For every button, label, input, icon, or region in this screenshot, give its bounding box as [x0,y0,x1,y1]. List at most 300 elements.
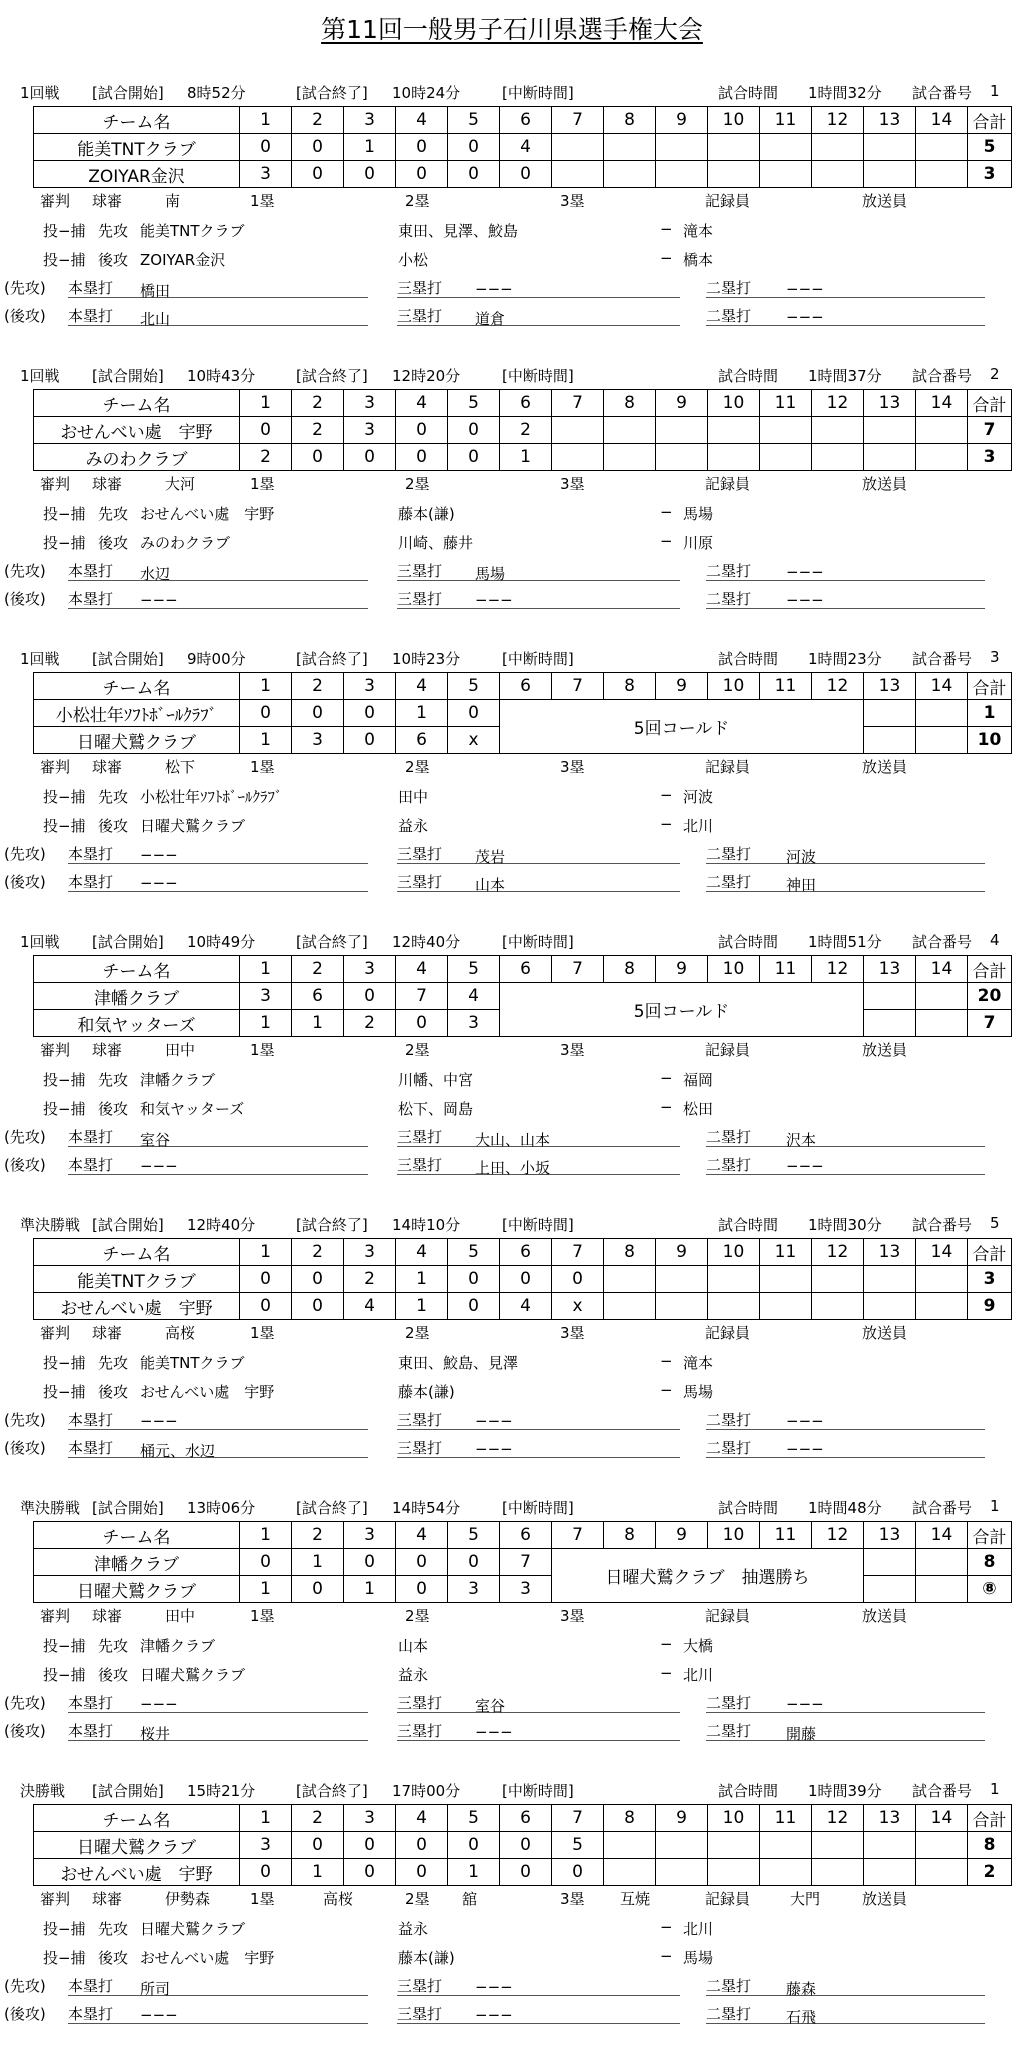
inning-header: 2 [292,107,344,134]
inning-header: 2 [292,673,344,700]
end-label: [試合終了] [296,650,368,668]
inning-score: 0 [240,1549,292,1576]
inning-score [916,1576,968,1603]
inning-score: 0 [448,444,500,471]
battery-side: 先攻 [98,1354,129,1372]
inning-score [656,1832,708,1859]
scoreboard-header-row [34,1239,1012,1266]
first-base-label: 1塁 [250,192,275,210]
inning-score: 0 [448,700,500,727]
battery-dash: − [660,1098,673,1116]
inning-score: 4 [448,983,500,1010]
battery-dash: − [660,1069,673,1087]
inning-score: 0 [344,444,396,471]
inning-score [864,700,916,727]
inning-score [916,417,968,444]
game-header [0,1778,1024,1802]
inning-score [760,1293,812,1320]
triple-label: 三塁打 [397,845,443,863]
round-label: 1回戦 [20,367,60,385]
game-note: 5回コールド [500,700,864,754]
end-label: [試合終了] [296,367,368,385]
interrupt-label: [中断時間] [502,1782,574,1800]
inning-score [708,1859,760,1886]
inning-header: 6 [500,390,552,417]
inning-score [656,444,708,471]
triple-value: 道倉 [475,310,506,328]
second-base-label: 2塁 [405,1607,430,1625]
inning-score [864,1576,916,1603]
total-header: 合計 [968,1805,1012,1832]
battery-team: 日曜犬鷲クラブ [140,817,246,835]
end-time: 17時00分 [392,1782,461,1800]
home-run-value: −−− [140,1157,178,1175]
inning-score: 0 [240,1266,292,1293]
inning-score: 0 [500,1266,552,1293]
inning-score [864,134,916,161]
battery-pitchers: 藤本(謙) [398,1949,455,1967]
inning-score: 0 [448,1266,500,1293]
double-field [706,2001,985,2024]
inning-header: 5 [448,673,500,700]
inning-score [552,444,604,471]
inning-score [864,1010,916,1037]
team-name: 津幡クラブ [34,983,240,1010]
double-label: 二塁打 [706,1411,752,1429]
battery-catcher: 松田 [683,1100,714,1118]
inning-score: 0 [292,700,344,727]
game-no-value: 1 [990,1497,1000,1515]
triple-field [397,1690,680,1713]
inning-score [916,1859,968,1886]
double-label: 二塁打 [706,873,752,891]
game-no-value: 1 [990,82,1000,100]
inning-score: 0 [240,700,292,727]
game-no-label: 試合番号 [912,1782,973,1800]
plate-umpire-label: 球審 [92,1607,123,1625]
team-row [34,1859,1012,1886]
duration-value: 1時間32分 [808,84,882,102]
inning-score: 3 [240,1832,292,1859]
team-name: おせんべい處 宇野 [34,1293,240,1320]
inning-header: 3 [344,1522,396,1549]
battery-pitchers: 益永 [398,817,429,835]
inning-header: 6 [500,956,552,983]
recorder-label: 記録員 [705,1324,751,1342]
inning-header: 2 [292,1239,344,1266]
battery-pitchers: 益永 [398,1666,429,1684]
game-no-label: 試合番号 [912,1499,973,1517]
start-time: 8時52分 [187,84,246,102]
inning-header: 1 [240,107,292,134]
double-field [706,1690,985,1713]
game-block [0,363,1024,646]
second-base-label: 2塁 [405,475,430,493]
duration-label: 試合時間 [718,650,779,668]
battery-label: 投−捕 [43,1949,86,1967]
double-label: 二塁打 [706,562,752,580]
game-no-value: 3 [990,648,1000,666]
inning-score [812,417,864,444]
battery-side: 後攻 [98,534,129,552]
team-row [34,983,1012,1010]
inning-header: 5 [448,1805,500,1832]
inning-header: 8 [604,107,656,134]
interrupt-label: [中断時間] [502,933,574,951]
triple-label: 三塁打 [397,1439,443,1457]
inning-score: 0 [292,161,344,188]
battery-pitchers: 益永 [398,1920,429,1938]
first-base-umpire: 高桜 [323,1890,354,1908]
start-time: 13時06分 [187,1499,256,1517]
inning-header: 13 [864,390,916,417]
umpire-label: 審判 [40,192,71,210]
scoreboard-table [33,672,1012,754]
inning-header: 5 [448,107,500,134]
inning-score: 1 [396,1266,448,1293]
home-run-label: 本塁打 [68,1722,114,1740]
inning-header: 12 [812,1239,864,1266]
team-name: おせんべい處 宇野 [34,1859,240,1886]
inning-header: 11 [760,390,812,417]
plate-umpire-label: 球審 [92,192,123,210]
inning-score: 0 [448,417,500,444]
inning-header: 11 [760,673,812,700]
inning-header: 3 [344,390,396,417]
battery-label: 投−捕 [43,534,86,552]
team-name: 能美TNTクラブ [34,1266,240,1293]
duration-label: 試合時間 [718,1216,779,1234]
inning-score [812,1832,864,1859]
game-block [0,1495,1024,1778]
triple-field [397,2001,680,2024]
home-run-value: −−− [140,2006,178,2024]
double-field [706,303,985,326]
team-name: みのわクラブ [34,444,240,471]
scoreboard-table [33,106,1012,188]
triple-value: −−− [475,280,513,298]
inning-header: 12 [812,956,864,983]
inning-score [916,161,968,188]
home-run-label: 本塁打 [68,1128,114,1146]
inning-header: 6 [500,1805,552,1832]
first-base-label: 1塁 [250,1607,275,1625]
inning-score [656,417,708,444]
inning-score [604,1293,656,1320]
double-value: 開藤 [786,1725,817,1743]
scoreboard-header-row [34,1522,1012,1549]
triple-label: 三塁打 [397,2005,443,2023]
team-name-header: チーム名 [34,1805,240,1832]
inning-score: 1 [500,444,552,471]
third-base-label: 3塁 [560,758,585,776]
inning-score [708,161,760,188]
first-base-label: 1塁 [250,758,275,776]
inning-header: 14 [916,1805,968,1832]
recorder-label: 記録員 [705,1607,751,1625]
inning-score: 0 [292,1832,344,1859]
scoreboard-header-row [34,1805,1012,1832]
game-no-label: 試合番号 [912,84,973,102]
start-time: 9時00分 [187,650,246,668]
home-run-label: 本塁打 [68,562,114,580]
inning-score [916,1832,968,1859]
inning-score [916,727,968,754]
battery-team: 津幡クラブ [140,1637,216,1655]
total-header: 合計 [968,390,1012,417]
game-no-value: 2 [990,365,1000,383]
inning-header: 7 [552,107,604,134]
inning-header: 13 [864,1239,916,1266]
home-run-value: 桶元、水辺 [140,1442,216,1460]
third-base-label: 3塁 [560,192,585,210]
inning-header: 1 [240,1522,292,1549]
team-name-header: チーム名 [34,1522,240,1549]
announcer-label: 放送員 [862,1890,908,1908]
inning-score [864,1832,916,1859]
battery-label: 投−捕 [43,251,86,269]
inning-header: 11 [760,107,812,134]
inning-score [916,134,968,161]
inning-score: 3 [344,417,396,444]
battery-label: 投−捕 [43,1354,86,1372]
triple-field [397,1407,680,1430]
game-note: 5回コールド [500,983,864,1037]
team-total: 7 [968,1010,1012,1037]
inning-header: 12 [812,1522,864,1549]
game-no-value: 5 [990,1214,1000,1232]
inning-score: 0 [396,134,448,161]
battery-dash: − [660,1918,673,1936]
game-no-label: 試合番号 [912,1216,973,1234]
side-label: (先攻) [4,562,46,580]
inning-score [604,1832,656,1859]
team-row [34,444,1012,471]
scoreboard-table [33,1521,1012,1603]
inning-score: 0 [448,161,500,188]
battery-team: 和気ヤッターズ [140,1100,245,1118]
inning-header: 9 [656,1239,708,1266]
round-label: 準決勝戦 [20,1216,81,1234]
battery-side: 先攻 [98,788,129,806]
team-total: 1 [968,700,1012,727]
umpire-label: 審判 [40,1890,71,1908]
inning-score: 4 [344,1293,396,1320]
end-label: [試合終了] [296,933,368,951]
inning-score: 0 [344,1859,396,1886]
page-title: 第11回一般男子石川県選手権大会 [321,15,703,44]
inning-header: 13 [864,673,916,700]
triple-label: 三塁打 [397,590,443,608]
double-field [706,1407,985,1430]
team-name-header: チーム名 [34,1239,240,1266]
battery-label: 投−捕 [43,1071,86,1089]
end-time: 12時40分 [392,933,461,951]
triple-field [397,1124,680,1147]
triple-label: 三塁打 [397,1128,443,1146]
second-base-label: 2塁 [405,192,430,210]
round-label: 準決勝戦 [20,1499,81,1517]
battery-label: 投−捕 [43,1637,86,1655]
triple-field [397,586,680,609]
end-label: [試合終了] [296,84,368,102]
triple-field [397,869,680,892]
inning-score: 3 [500,1576,552,1603]
game-no-label: 試合番号 [912,933,973,951]
home-run-label: 本塁打 [68,1694,114,1712]
team-total: 3 [968,161,1012,188]
double-field [706,1973,985,1996]
double-value: −−− [786,280,824,298]
inning-header: 6 [500,107,552,134]
total-header: 合計 [968,107,1012,134]
battery-side: 先攻 [98,1637,129,1655]
home-run-label: 本塁打 [68,590,114,608]
battery-catcher: 滝本 [683,1354,714,1372]
inning-header: 3 [344,956,396,983]
start-time: 15時21分 [187,1782,256,1800]
battery-team: みのわクラブ [140,534,231,552]
inning-score: 1 [344,134,396,161]
home-run-field [68,558,368,581]
home-run-field [68,1152,368,1175]
double-value: 沢本 [786,1131,817,1149]
battery-catcher: 福岡 [683,1071,714,1089]
team-name: ZOIYAR金沢 [34,161,240,188]
side-label: (後攻) [4,1439,46,1457]
inning-score: 0 [292,1293,344,1320]
inning-header: 9 [656,673,708,700]
inning-score [656,1293,708,1320]
inning-score: 0 [344,727,396,754]
triple-field [397,841,680,864]
battery-team: 能美TNTクラブ [140,222,245,240]
start-label: [試合開始] [92,367,164,385]
end-time: 14時54分 [392,1499,461,1517]
inning-score: 0 [552,1859,604,1886]
double-label: 二塁打 [706,279,752,297]
team-name-header: チーム名 [34,390,240,417]
end-label: [試合終了] [296,1216,368,1234]
home-run-value: −−− [140,874,178,892]
inning-score [864,983,916,1010]
triple-value: −−− [475,2006,513,2024]
side-label: (先攻) [4,1694,46,1712]
inning-header: 10 [708,1239,760,1266]
battery-dash: − [660,1664,673,1682]
inning-header: 13 [864,107,916,134]
side-label: (後攻) [4,1156,46,1174]
inning-header: 7 [552,1805,604,1832]
battery-pitchers: 山本 [398,1637,429,1655]
side-label: (先攻) [4,1411,46,1429]
round-label: 1回戦 [20,84,60,102]
inning-header: 8 [604,1805,656,1832]
inning-header: 8 [604,673,656,700]
battery-label: 投−捕 [43,817,86,835]
triple-value: −−− [475,1978,513,1996]
triple-label: 三塁打 [397,307,443,325]
inning-score [656,161,708,188]
duration-value: 1時間51分 [808,933,882,951]
battery-pitchers: 川崎、藤井 [398,534,474,552]
battery-catcher: 北川 [683,1666,714,1684]
inning-score: 0 [396,1576,448,1603]
game-block [0,1212,1024,1495]
home-run-value: −−− [140,846,178,864]
inning-score [708,417,760,444]
battery-dash: − [660,220,673,238]
battery-team: おせんべい處 宇野 [140,1949,275,1967]
double-value: 藤森 [786,1980,817,1998]
double-field [706,1718,985,1741]
battery-catcher: 滝本 [683,222,714,240]
double-label: 二塁打 [706,1977,752,1995]
inning-header: 14 [916,673,968,700]
inning-score: x [552,1293,604,1320]
triple-label: 三塁打 [397,1156,443,1174]
inning-score [864,444,916,471]
plate-umpire-name: 田中 [165,1607,196,1625]
game-no-label: 試合番号 [912,367,973,385]
inning-header: 9 [656,1805,708,1832]
inning-score: 0 [396,1832,448,1859]
inning-header: 9 [656,390,708,417]
inning-score [864,727,916,754]
inning-score: 1 [292,1010,344,1037]
start-label: [試合開始] [92,1782,164,1800]
inning-score: 2 [500,417,552,444]
announcer-label: 放送員 [862,1607,908,1625]
battery-pitchers: 藤本(謙) [398,505,455,523]
side-label: (先攻) [4,845,46,863]
home-run-label: 本塁打 [68,279,114,297]
side-label: (先攻) [4,1128,46,1146]
battery-label: 投−捕 [43,1666,86,1684]
double-field [706,275,985,298]
battery-dash: − [660,1947,673,1965]
inning-score: 6 [396,727,448,754]
inning-score [864,1293,916,1320]
team-name: 能美TNTクラブ [34,134,240,161]
inning-header: 8 [604,390,656,417]
team-name: 日曜犬鷲クラブ [34,1832,240,1859]
inning-header: 5 [448,956,500,983]
inning-score: 3 [292,727,344,754]
inning-score: 1 [240,727,292,754]
triple-label: 三塁打 [397,873,443,891]
double-value: −−− [786,563,824,581]
home-run-field [68,869,368,892]
inning-header: 2 [292,1522,344,1549]
inning-score: 0 [500,1859,552,1886]
inning-header: 1 [240,390,292,417]
inning-score [760,444,812,471]
home-run-value: 所司 [140,1980,171,1998]
battery-pitchers: 東田、鮫島、見澤 [398,1354,519,1372]
announcer-label: 放送員 [862,192,908,210]
triple-field [397,1973,680,1996]
inning-score: 4 [500,134,552,161]
battery-label: 投−捕 [43,788,86,806]
inning-score [760,134,812,161]
inning-header: 2 [292,390,344,417]
inning-score: 2 [344,1010,396,1037]
inning-header: 14 [916,1522,968,1549]
side-label: (後攻) [4,873,46,891]
start-time: 10時43分 [187,367,256,385]
battery-side: 後攻 [98,1383,129,1401]
